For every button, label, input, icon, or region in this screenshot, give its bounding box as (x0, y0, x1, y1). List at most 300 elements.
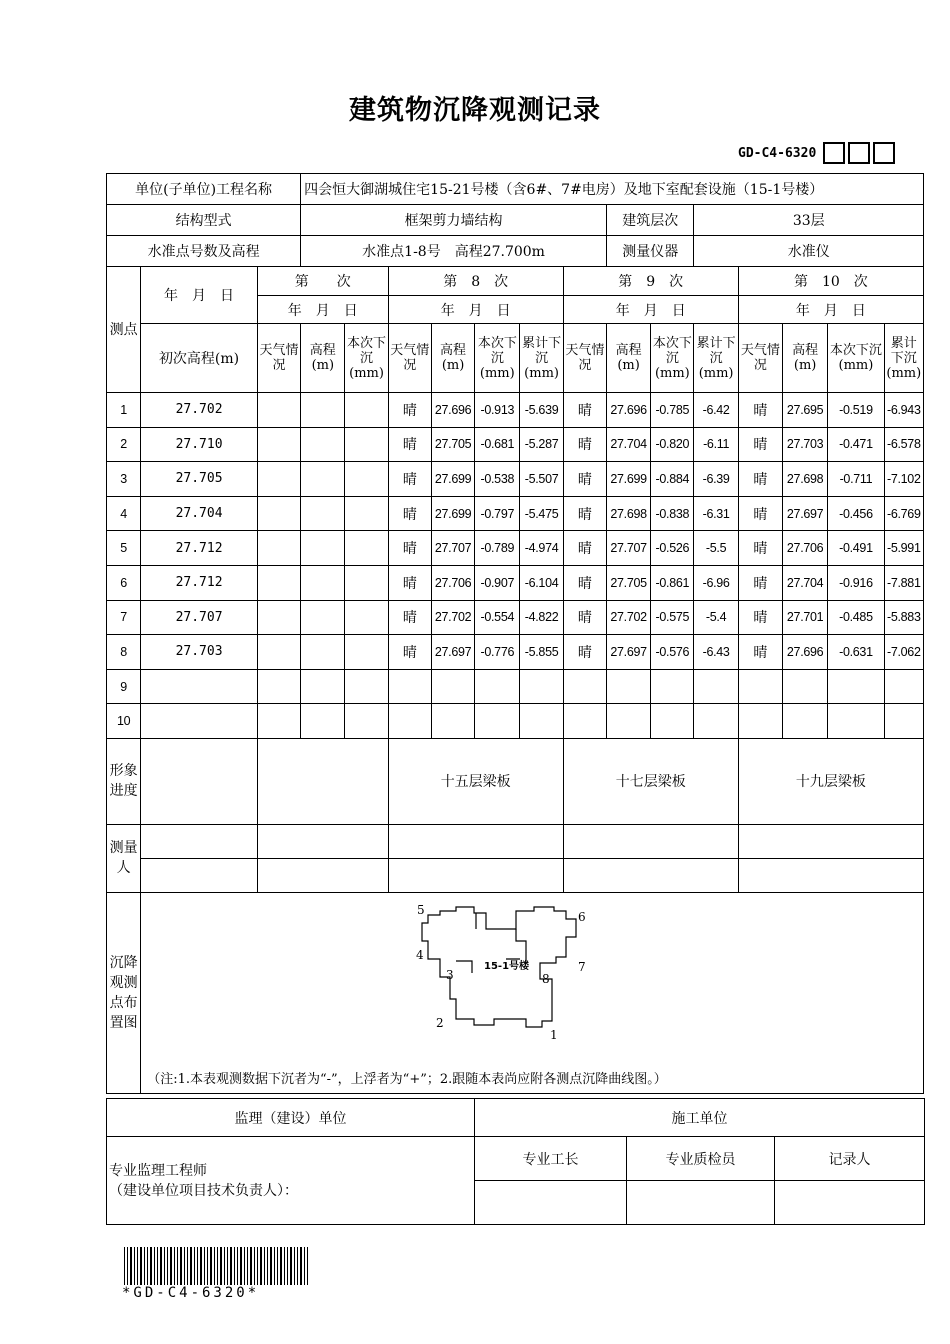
this-settle-cell[interactable]: -0.789 (475, 531, 520, 566)
recorder-sign-cell[interactable] (775, 1181, 925, 1225)
initial-elevation[interactable]: 27.712 (141, 565, 258, 600)
barcode-bar (184, 1247, 185, 1285)
elevation-cell[interactable]: 27.701 (783, 600, 828, 635)
initial-elevation[interactable] (141, 669, 258, 704)
this-settle-cell[interactable] (651, 669, 694, 704)
weather-header: 天气情况 (738, 324, 782, 393)
surveyor-cell[interactable] (738, 858, 923, 892)
elevation-cell[interactable] (783, 669, 828, 704)
cum-settle-cell[interactable]: -5.4 (694, 600, 738, 635)
barcode-bar (287, 1247, 288, 1285)
progress-cell-empty[interactable] (141, 738, 258, 824)
point-number[interactable]: 5 (107, 531, 141, 566)
point-number[interactable]: 10 (107, 704, 141, 739)
this-settle-cell[interactable]: -0.471 (828, 427, 884, 462)
barcode-bar (147, 1247, 148, 1285)
obs-nth-10: 第 10 次 (738, 267, 923, 296)
initial-elevation[interactable]: 27.702 (141, 393, 258, 428)
weather-cell[interactable]: 晴 (563, 427, 606, 462)
elevation-cell[interactable]: 27.707 (431, 531, 474, 566)
weather-cell[interactable]: 晴 (563, 531, 606, 566)
engineer-cell[interactable] (107, 1137, 475, 1225)
point-number[interactable]: 3 (107, 462, 141, 497)
this-settle-cell[interactable]: -0.575 (651, 600, 694, 635)
elevation-cell[interactable] (431, 669, 474, 704)
cum-settle-cell[interactable]: -6.11 (694, 427, 738, 462)
elevation-cell[interactable] (606, 669, 650, 704)
cum-settle-cell[interactable] (520, 669, 563, 704)
obs1-cell[interactable] (345, 635, 388, 670)
barcode-bar (210, 1247, 212, 1285)
cum-settle-cell[interactable]: -6.943 (884, 393, 923, 428)
this-settle-cell[interactable]: -0.491 (828, 531, 884, 566)
code-box-1[interactable] (823, 142, 845, 164)
elevation-cell[interactable]: 27.702 (431, 600, 474, 635)
barcode-bar (154, 1247, 155, 1285)
this-settle-cell[interactable]: -0.711 (828, 462, 884, 497)
plan-point-3: 3 (446, 967, 454, 982)
elevation-cell[interactable]: 27.705 (431, 427, 474, 462)
obs1-cell[interactable] (257, 635, 300, 670)
weather-cell[interactable] (738, 704, 782, 739)
this-settle-cell[interactable]: -0.526 (651, 531, 694, 566)
cum-settle-cell[interactable]: -5.855 (520, 635, 563, 670)
weather-cell[interactable]: 晴 (388, 427, 431, 462)
obs1-cell[interactable] (345, 427, 388, 462)
this-settle-cell[interactable]: -0.916 (828, 565, 884, 600)
this-settle-cell[interactable] (475, 669, 520, 704)
barcode-bar (180, 1247, 182, 1285)
this-settle-cell[interactable] (828, 669, 884, 704)
elevation-cell[interactable] (606, 704, 650, 739)
initial-elevation[interactable]: 27.705 (141, 462, 258, 497)
obs1-cell[interactable] (257, 669, 300, 704)
plan-point-2: 2 (436, 1015, 444, 1030)
barcode-bar (157, 1247, 158, 1285)
weather-cell[interactable]: 晴 (738, 635, 782, 670)
obs1-cell[interactable] (345, 704, 388, 739)
cum-settle-cell[interactable]: -6.769 (884, 496, 923, 531)
weather-cell[interactable]: 晴 (388, 635, 431, 670)
obs1-cell[interactable] (257, 427, 300, 462)
structure-value: 框架剪力墙结构 (301, 205, 607, 236)
obs1-cell[interactable] (257, 393, 300, 428)
cum-settle-cell[interactable]: -5.639 (520, 393, 563, 428)
barcode-bar (240, 1247, 242, 1285)
cum-settle-cell[interactable]: -6.39 (694, 462, 738, 497)
floors-label: 建筑层次 (606, 205, 694, 236)
form-code-text: GD-C4-6320 (738, 145, 817, 161)
barcode-bar (227, 1247, 228, 1285)
weather-cell[interactable]: 晴 (738, 496, 782, 531)
inspector-sign-cell[interactable] (627, 1181, 775, 1225)
surveyor-cell[interactable] (141, 824, 258, 858)
barcode-bar (294, 1247, 295, 1285)
weather-cell[interactable] (388, 669, 431, 704)
table-row (107, 669, 924, 704)
surveyor-cell[interactable] (257, 858, 388, 892)
engineer-sub: （建设单位项目技术负责人）： (109, 1182, 298, 1199)
barcode-bar (254, 1247, 255, 1285)
engineer-label: 专业监理工程师 (109, 1162, 207, 1179)
barcode-bar (134, 1247, 135, 1285)
this-settle-header: 本次下沉(mm) (475, 324, 520, 393)
project-label: 单位(子单位)工程名称 (107, 174, 301, 205)
foreman-sign-cell[interactable] (475, 1181, 627, 1225)
barcode-bar (260, 1247, 262, 1285)
this-settle-cell[interactable]: -0.485 (828, 600, 884, 635)
structure-label: 结构型式 (107, 205, 301, 236)
plan-point-6: 6 (578, 909, 586, 924)
obs1-cell[interactable] (345, 393, 388, 428)
surveyor-cell[interactable] (738, 824, 923, 858)
elevation-cell[interactable]: 27.705 (606, 565, 650, 600)
weather-header: 天气情况 (563, 324, 606, 393)
barcode-bar (217, 1247, 218, 1285)
barcode-bar (177, 1247, 178, 1285)
cum-settle-cell[interactable] (884, 669, 923, 704)
obs1-cell[interactable] (345, 496, 388, 531)
weather-cell[interactable] (563, 669, 606, 704)
elevation-cell[interactable]: 27.696 (783, 635, 828, 670)
this-settle-cell[interactable] (828, 704, 884, 739)
date-label: 年 月 日 (141, 267, 258, 324)
obs-date-8: 年 月 日 (388, 296, 563, 324)
table-row (107, 496, 924, 531)
weather-cell[interactable]: 晴 (388, 393, 431, 428)
instrument-value: 水准仪 (694, 236, 924, 267)
obs1-cell[interactable] (345, 462, 388, 497)
plan-point-8: 8 (542, 971, 550, 986)
barcode-bar (127, 1247, 128, 1285)
cum-settle-cell[interactable]: -4.822 (520, 600, 563, 635)
elevation-cell[interactable]: 27.704 (783, 565, 828, 600)
this-settle-cell[interactable]: -0.519 (828, 393, 884, 428)
weather-cell[interactable]: 晴 (738, 462, 782, 497)
this-settle-cell[interactable]: -0.456 (828, 496, 884, 531)
initial-elevation[interactable] (141, 704, 258, 739)
barcode-bar (307, 1247, 308, 1285)
this-settle-cell[interactable]: -0.576 (651, 635, 694, 670)
weather-cell[interactable]: 晴 (388, 531, 431, 566)
elevation-cell[interactable]: 27.696 (606, 393, 650, 428)
obs1-cell[interactable] (301, 393, 345, 428)
obs1-cell[interactable] (257, 496, 300, 531)
weather-cell[interactable]: 晴 (388, 600, 431, 635)
elev-header: 高程(m) (431, 324, 474, 393)
cum-settle-header: 累计下沉(mm) (884, 324, 923, 393)
elevation-cell[interactable]: 27.699 (431, 496, 474, 531)
obs1-cell[interactable] (345, 565, 388, 600)
progress-o9: 十七层梁板 (563, 738, 738, 824)
point-number[interactable]: 7 (107, 600, 141, 635)
cum-settle-cell[interactable]: -5.475 (520, 496, 563, 531)
barcode-text: *GD-C4-6320* (122, 1285, 260, 1301)
weather-cell[interactable]: 晴 (738, 393, 782, 428)
obs-date-9: 年 月 日 (563, 296, 738, 324)
obs1-cell[interactable] (301, 565, 345, 600)
surveyor-cell[interactable] (388, 858, 563, 892)
progress-cell-1[interactable] (257, 738, 388, 824)
cum-settle-cell[interactable]: -5.287 (520, 427, 563, 462)
obs1-cell[interactable] (301, 462, 345, 497)
this-settle-cell[interactable]: -0.884 (651, 462, 694, 497)
initial-elevation[interactable]: 27.712 (141, 531, 258, 566)
benchmark-value: 水准点1-8号 高程27.700m (301, 236, 607, 267)
this-settle-cell[interactable]: -0.538 (475, 462, 520, 497)
table-row (107, 565, 924, 600)
barcode-bar (197, 1247, 198, 1285)
barcode-bar (300, 1247, 302, 1285)
barcode-bar (144, 1247, 145, 1285)
weather-cell[interactable]: 晴 (563, 565, 606, 600)
this-settle-header: 本次下沉(mm) (345, 324, 388, 393)
plan-point-5: 5 (417, 902, 425, 917)
elevation-cell[interactable]: 27.697 (431, 635, 474, 670)
obs1-cell[interactable] (257, 600, 300, 635)
obs1-cell[interactable] (257, 565, 300, 600)
elevation-cell[interactable] (783, 704, 828, 739)
weather-cell[interactable] (738, 669, 782, 704)
barcode-bar (237, 1247, 238, 1285)
point-number[interactable]: 4 (107, 496, 141, 531)
weather-cell[interactable]: 晴 (563, 600, 606, 635)
this-settle-header: 本次下沉(mm) (651, 324, 694, 393)
weather-cell[interactable]: 晴 (563, 462, 606, 497)
obs1-cell[interactable] (301, 669, 345, 704)
table-row (107, 427, 924, 462)
this-settle-cell[interactable]: -0.820 (651, 427, 694, 462)
point-label: 测点 (107, 267, 141, 393)
foreman-label: 专业工长 (475, 1137, 627, 1181)
barcode-bar (190, 1247, 192, 1285)
this-settle-cell[interactable]: -0.554 (475, 600, 520, 635)
cum-settle-cell[interactable] (884, 704, 923, 739)
this-settle-cell[interactable]: -0.907 (475, 565, 520, 600)
weather-cell[interactable]: 晴 (563, 635, 606, 670)
barcode-bar (150, 1247, 152, 1285)
cum-settle-cell[interactable] (694, 704, 738, 739)
weather-cell[interactable]: 晴 (388, 496, 431, 531)
weather-cell[interactable]: 晴 (563, 393, 606, 428)
settlement-points-plan (416, 901, 616, 1051)
barcode-bar (257, 1247, 258, 1285)
barcode-bar (200, 1247, 202, 1285)
page-title: 建筑物沉降观测记录 (349, 95, 601, 126)
weather-header: 天气情况 (257, 324, 300, 393)
barcode-bar (247, 1247, 248, 1285)
elevation-cell[interactable]: 27.702 (606, 600, 650, 635)
elevation-cell[interactable]: 27.699 (606, 462, 650, 497)
this-settle-cell[interactable]: -0.913 (475, 393, 520, 428)
obs-nth-9: 第 9 次 (563, 267, 738, 296)
weather-cell[interactable]: 晴 (388, 462, 431, 497)
obs1-cell[interactable] (345, 600, 388, 635)
weather-cell[interactable] (563, 704, 606, 739)
table-row (107, 393, 924, 428)
cum-settle-header: 累计下沉(mm) (694, 324, 738, 393)
table-row (107, 635, 924, 670)
signature-table (106, 1098, 925, 1225)
cum-settle-cell[interactable]: -5.883 (884, 600, 923, 635)
obs1-cell[interactable] (301, 496, 345, 531)
this-settle-cell[interactable]: -0.631 (828, 635, 884, 670)
elevation-cell[interactable]: 27.695 (783, 393, 828, 428)
weather-cell[interactable]: 晴 (738, 565, 782, 600)
elevation-cell[interactable]: 27.699 (431, 462, 474, 497)
obs-nth-1: 第 次 (257, 267, 388, 296)
obs1-cell[interactable] (345, 531, 388, 566)
elev-header: 高程(m) (301, 324, 345, 393)
table-row (107, 531, 924, 566)
barcode-bar (214, 1247, 215, 1285)
weather-cell[interactable]: 晴 (738, 531, 782, 566)
barcode-bar (187, 1247, 188, 1285)
obs1-cell[interactable] (301, 704, 345, 739)
cum-settle-cell[interactable] (694, 669, 738, 704)
cum-settle-cell[interactable]: -6.43 (694, 635, 738, 670)
this-settle-cell[interactable]: -0.776 (475, 635, 520, 670)
table-row (107, 600, 924, 635)
barcode-bar (140, 1247, 142, 1285)
obs-date-10: 年 月 日 (738, 296, 923, 324)
this-settle-cell[interactable]: -0.861 (651, 565, 694, 600)
inspector-label: 专业质检员 (627, 1137, 775, 1181)
obs1-cell[interactable] (257, 531, 300, 566)
point-number[interactable]: 6 (107, 565, 141, 600)
barcode-bar (274, 1247, 275, 1285)
weather-cell[interactable]: 晴 (388, 565, 431, 600)
surveyor-cell[interactable] (257, 824, 388, 858)
this-settle-cell[interactable]: -0.785 (651, 393, 694, 428)
surveyor-cell[interactable] (141, 858, 258, 892)
table-row (107, 462, 924, 497)
initial-elevation[interactable]: 27.703 (141, 635, 258, 670)
weather-cell[interactable] (388, 704, 431, 739)
elevation-cell[interactable]: 27.697 (783, 496, 828, 531)
obs1-cell[interactable] (301, 427, 345, 462)
obs1-cell[interactable] (257, 462, 300, 497)
barcode-bar (137, 1247, 138, 1285)
project-value: 四会恒大御湖城住宅15-21号楼（含6#、7#电房）及地下室配套设施（15-1号楼） (301, 174, 924, 205)
this-settle-cell[interactable]: -0.681 (475, 427, 520, 462)
barcode-bar (170, 1247, 172, 1285)
elevation-cell[interactable]: 27.696 (431, 393, 474, 428)
barcode-bar (130, 1247, 132, 1285)
elev-header: 高程(m) (606, 324, 650, 393)
barcode-bar (290, 1247, 292, 1285)
point-number[interactable]: 1 (107, 393, 141, 428)
elevation-cell[interactable]: 27.698 (606, 496, 650, 531)
this-settle-cell[interactable]: -0.797 (475, 496, 520, 531)
cum-settle-cell[interactable]: -5.991 (884, 531, 923, 566)
initial-elevation[interactable]: 27.710 (141, 427, 258, 462)
elevation-cell[interactable]: 27.706 (783, 531, 828, 566)
surveyor-cell[interactable] (563, 858, 738, 892)
surveyor-cell[interactable] (563, 824, 738, 858)
obs-date-1: 年 月 日 (257, 296, 388, 324)
obs1-cell[interactable] (257, 704, 300, 739)
surveyor-label: 测量人 (107, 824, 141, 892)
form-code (738, 142, 895, 164)
cum-settle-cell[interactable]: -5.5 (694, 531, 738, 566)
elev-header: 高程(m) (783, 324, 828, 393)
cum-settle-cell[interactable]: -4.974 (520, 531, 563, 566)
obs-nth-8: 第 8 次 (388, 267, 563, 296)
barcode-bar (267, 1247, 268, 1285)
obs1-cell[interactable] (301, 600, 345, 635)
elevation-cell[interactable]: 27.703 (783, 427, 828, 462)
barcode-bar (164, 1247, 165, 1285)
progress-o8: 十五层梁板 (388, 738, 563, 824)
code-box-3[interactable] (873, 142, 895, 164)
surveyor-cell[interactable] (388, 824, 563, 858)
cum-settle-cell[interactable]: -7.102 (884, 462, 923, 497)
plan-point-1: 1 (550, 1027, 558, 1042)
weather-cell[interactable]: 晴 (738, 600, 782, 635)
elevation-cell[interactable]: 27.707 (606, 531, 650, 566)
barcode-bar (264, 1247, 265, 1285)
elevation-cell[interactable] (431, 704, 474, 739)
obs1-cell[interactable] (301, 531, 345, 566)
obs1-cell[interactable] (301, 635, 345, 670)
cum-settle-header: 累计下沉(mm) (520, 324, 563, 393)
layout-diagram-cell (141, 892, 924, 1093)
elevation-cell[interactable]: 27.704 (606, 427, 650, 462)
this-settle-cell[interactable] (475, 704, 520, 739)
barcode-bar (207, 1247, 208, 1285)
table-row (107, 704, 924, 739)
elevation-cell[interactable]: 27.698 (783, 462, 828, 497)
barcode-bar (250, 1247, 252, 1285)
initial-elev-label: 初次高程(m) (141, 324, 258, 393)
code-box-2[interactable] (848, 142, 870, 164)
cum-settle-cell[interactable]: -6.31 (694, 496, 738, 531)
cum-settle-cell[interactable]: -7.881 (884, 565, 923, 600)
point-number[interactable]: 9 (107, 669, 141, 704)
this-settle-cell[interactable]: -0.838 (651, 496, 694, 531)
cum-settle-cell[interactable]: -6.96 (694, 565, 738, 600)
cum-settle-cell[interactable]: -6.578 (884, 427, 923, 462)
barcode-bar (280, 1247, 282, 1285)
initial-elevation[interactable]: 27.707 (141, 600, 258, 635)
barcode-bar (270, 1247, 272, 1285)
cum-settle-cell[interactable]: -5.507 (520, 462, 563, 497)
barcode-bar (277, 1247, 278, 1285)
construction-unit: 施工单位 (475, 1099, 925, 1137)
plan-point-7: 7 (578, 959, 586, 974)
barcode-bar (174, 1247, 175, 1285)
elevation-cell[interactable]: 27.706 (431, 565, 474, 600)
cum-settle-cell[interactable]: -6.104 (520, 565, 563, 600)
obs1-cell[interactable] (345, 669, 388, 704)
weather-cell[interactable]: 晴 (563, 496, 606, 531)
progress-label: 形象进度 (107, 738, 141, 824)
barcode-bar (297, 1247, 298, 1285)
point-number[interactable]: 2 (107, 427, 141, 462)
cum-settle-cell[interactable] (520, 704, 563, 739)
point-number[interactable]: 8 (107, 635, 141, 670)
cum-settle-cell[interactable]: -6.42 (694, 393, 738, 428)
this-settle-header: 本次下沉(mm) (828, 324, 884, 393)
elevation-cell[interactable]: 27.697 (606, 635, 650, 670)
weather-cell[interactable]: 晴 (738, 427, 782, 462)
barcode-bar (224, 1247, 225, 1285)
cum-settle-cell[interactable]: -7.062 (884, 635, 923, 670)
benchmark-label: 水准点号数及高程 (107, 236, 301, 267)
this-settle-cell[interactable] (651, 704, 694, 739)
initial-elevation[interactable]: 27.704 (141, 496, 258, 531)
